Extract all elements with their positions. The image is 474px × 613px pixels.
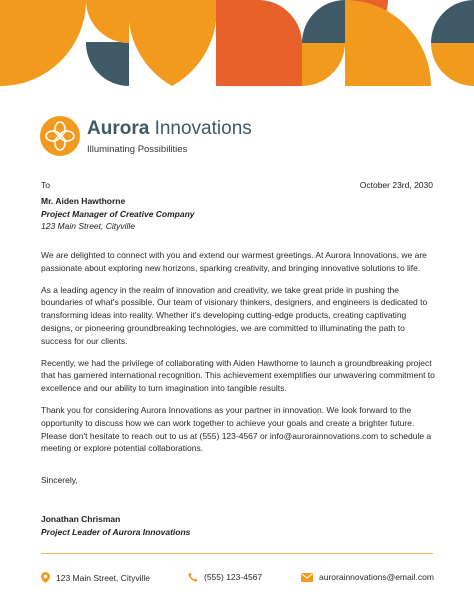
banner-shape [345, 0, 431, 86]
to-label: To [41, 180, 50, 190]
body-paragraph: Recently, we had the privilege of collaborating with Aiden Hawthorne to launch a groundbreaking project that has garnered international recognition. This achievement exemplifies our unwavering commitment to excellence and our ability to turn imagination into tangible results. [41, 357, 435, 394]
footer-divider [41, 553, 433, 554]
banner-shape [431, 43, 474, 86]
signer-title: Project Leader of Aurora Innovations [41, 526, 191, 537]
signature-block [41, 513, 190, 539]
envelope-icon [301, 573, 313, 582]
body-paragraph: As a leading agency in the realm of innovation and creativity, we take great pride in pushing the boundaries of what's possible. Our team of visionary thinkers, designers, and engineers is dedicated to transforming ideas into reality. Whether it's developing cutting-edge products, creating captivating designs, or pioneering groundbreaking technologies, we are committed to illuminating the path to success for our clients. [41, 284, 428, 346]
body-paragraph: We are delighted to connect with you and extend our warmest greetings. At Aurora Innovations, we are passionate about exploring new horizons, sparking creativity, and bringing innovative solutions to life. [41, 250, 427, 273]
banner-shape [86, 0, 129, 43]
location-pin-icon [41, 572, 50, 583]
letter-closing: Sincerely, [41, 475, 78, 485]
recipient-name: Mr. Aiden Hawthorne [41, 196, 126, 206]
recipient-address: 123 Main Street, Cityville [41, 221, 136, 232]
header-banner [0, 0, 474, 86]
footer-address-text: 123 Main Street, Cityville [56, 572, 151, 583]
footer-phone-text: (555) 123-4567 [204, 572, 263, 582]
banner-shape [302, 0, 345, 43]
letter-date: October 23rd, 2030 [359, 180, 433, 190]
footer-address [41, 572, 150, 583]
footer-email-text: aurorainnovations@email.com [319, 572, 434, 582]
phone-icon [188, 572, 198, 582]
company-tagline: Illuminating Possibilities [87, 143, 188, 155]
banner-shape [431, 0, 474, 43]
letter-body [41, 249, 435, 464]
banner-shape [0, 0, 86, 86]
signer-name: Jonathan Chrisman [41, 514, 121, 524]
company-logo [40, 116, 252, 156]
logo-flower-icon [40, 116, 80, 156]
footer-email [301, 572, 434, 582]
banner-shape [86, 42, 129, 86]
recipient-block [41, 195, 195, 233]
recipient-title: Project Manager of Creative Company [41, 208, 195, 219]
company-name: Aurora Innovations [87, 117, 252, 139]
footer-phone [188, 572, 262, 582]
body-paragraph: Thank you for considering Aurora Innovations as your partner in innovation. We look forward to the opportunity to discuss how we can work together to achieve your goals and create a brighter future. Please don't hesitate to reach out to us at (555) 123-4567 or info@aurorainnovations.com to schedule a meeting or explore potential collaborations. [41, 404, 432, 454]
banner-shape [128, 0, 216, 86]
